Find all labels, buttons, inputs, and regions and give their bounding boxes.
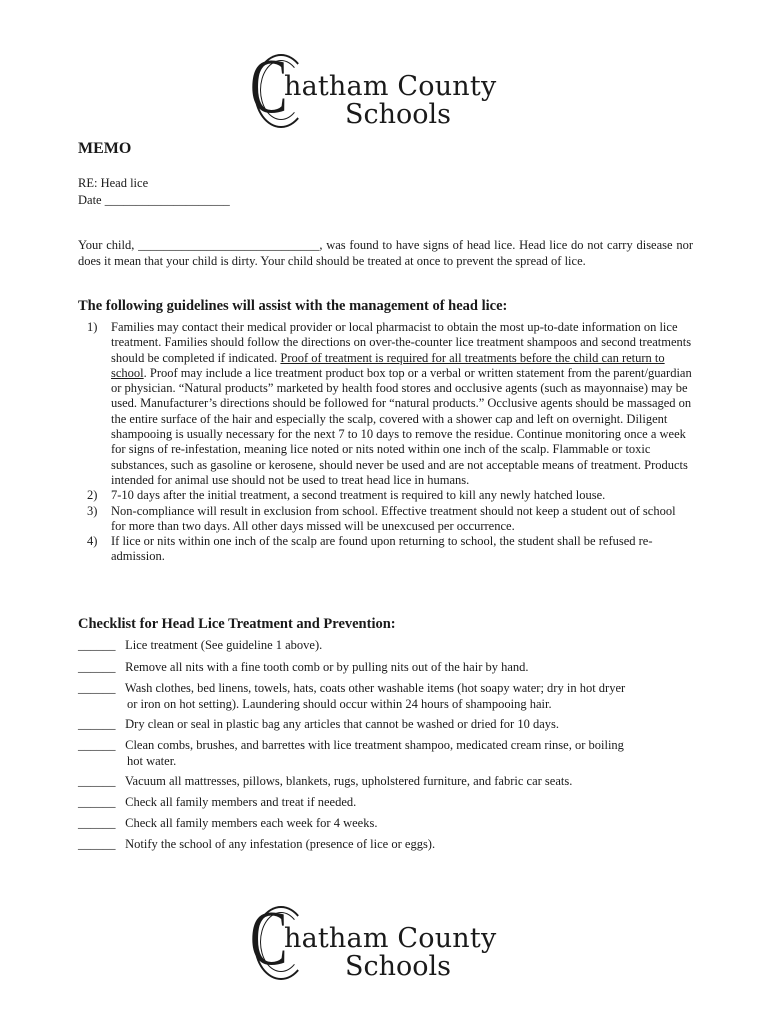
guideline-text-underlined: Proof of treatment is required for all treatments before the child can return to school: [111, 350, 665, 380]
checklist-item: [78, 794, 693, 810]
logo-initial: C: [250, 894, 288, 981]
intro-paragraph: Your child, _____________________________, was found to have signs of head lice. Head lice do not carry disease nor does it mean that your child is dirty. Your child should be treated at once to prevent the spread of lice.: [78, 238, 693, 268]
checklist-item: [78, 815, 693, 831]
guideline-text: 7-10 days after the initial treatment, a second treatment is required to kill any newly hatched louse.: [111, 488, 606, 503]
checklist-blank[interactable]: ______: [78, 816, 116, 830]
checklist-item: [78, 680, 693, 712]
guideline-number: 1): [87, 320, 98, 334]
guideline-number: 3): [87, 503, 98, 518]
checklist-blank[interactable]: ______: [78, 738, 116, 752]
re-line: RE: Head lice: [78, 176, 149, 190]
checklist-item: [78, 637, 693, 653]
checklist-text: Dry clean or seal in plastic bag any articles that cannot be washed or dried for 10 days.: [125, 717, 559, 731]
guideline-text: If lice or nits within one inch of the scalp are found upon returning to school, the student shall be refused re-admission.: [111, 534, 653, 564]
checklist-text: Check all family members each week for 4 weeks.: [125, 816, 378, 830]
checklist-text-continued: or iron on hot setting). Laundering should occur within 24 hours of shampooing hair.: [127, 697, 552, 711]
checklist-blank[interactable]: ______: [78, 795, 116, 809]
memo-header: [78, 175, 693, 209]
logo-line-1: hatham County: [284, 923, 497, 954]
checklist-text-continued: hot water.: [127, 754, 177, 768]
logo-initial: C: [250, 42, 288, 129]
logo-top: [250, 42, 510, 132]
checklist-item: [78, 773, 693, 789]
checklist-blank[interactable]: ______: [78, 837, 116, 851]
checklist-item: [78, 716, 693, 732]
guidelines-heading: The following guidelines will assist with the management of head lice:: [78, 298, 508, 314]
guideline-text: Non-compliance will result in exclusion from school. Effective treatment should not keep a student out of school for more than two days. All other days missed will be unexcused per occurrence.: [111, 503, 676, 533]
date-line: Date ____________________: [78, 193, 230, 207]
logo-bottom: [250, 894, 510, 984]
checklist-text: Check all family members and treat if needed.: [125, 795, 357, 809]
logo-line-1: hatham County: [284, 71, 497, 102]
checklist-item: [78, 836, 693, 852]
guidelines-list: [78, 320, 693, 565]
guideline-item: [78, 320, 693, 488]
guideline-text: Families may contact their medical provider or local pharmacist to obtain the most up-to-date information on lice treatment. Families should follow the directions on over-the-counter lice treatment shampoos and second treatments should be completed if indicated.: [111, 320, 692, 365]
checklist-text: Remove all nits with a fine tooth comb or by pulling nits out of the hair by hand.: [125, 660, 529, 674]
guideline-number: 2): [87, 488, 98, 503]
guideline-item: [78, 504, 693, 535]
logo-line-2: Schools: [345, 951, 452, 982]
guideline-item: [78, 488, 693, 503]
logo-line-2: Schools: [345, 99, 452, 130]
checklist-blank[interactable]: ______: [78, 660, 116, 674]
checklist-blank[interactable]: ______: [78, 717, 116, 731]
checklist-item: [78, 737, 693, 769]
memo-title: MEMO: [78, 140, 132, 157]
checklist-blank[interactable]: ______: [78, 638, 116, 652]
checklist-item: [78, 659, 693, 675]
checklist-text: Lice treatment (See guideline 1 above).: [125, 638, 323, 652]
guideline-text: . Proof may include a lice treatment product box top or a verbal or written statement from the parent/guardian or physician. “Natural products” marketed by health food stores and occlusive agents (such as mayonnaise) may be used. Manufacturer’s directions should be followed for “natural products.” Occlusive agents should be massaged on the entire surface of the hair and especially the scalp, covered with a shower cap and left on overnight. Diligent shampooing is usually necessary for the next 7 to 10 days to remove the residue. Continue monitoring once a week for signs of re-infestation, meaning lice noted or nits noted within one inch of the scalp. Flammable or toxic substances, such as gasoline or kerosene, should never be used and are not acceptable means of treatment. Products intended for animal use should not be used to treat head lice in humans.: [111, 365, 692, 487]
checklist-text: Wash clothes, bed linens, towels, hats, coats other washable items (hot soapy water; dry in hot dryer: [124, 681, 626, 695]
guideline-number: 4): [87, 534, 98, 549]
checklist-text: Vacuum all mattresses, pillows, blankets, rugs, upholstered furniture, and fabric car seats.: [124, 774, 573, 788]
checklist-heading: Checklist for Head Lice Treatment and Prevention:: [78, 616, 396, 632]
checklist-text: Notify the school of any infestation (presence of lice or eggs).: [125, 837, 436, 851]
checklist-blank[interactable]: ______: [78, 774, 116, 788]
checklist-text: Clean combs, brushes, and barrettes with lice treatment shampoo, medicated cream rinse, or boiling: [125, 738, 624, 752]
checklist-blank[interactable]: ______: [78, 681, 116, 695]
guideline-item: [78, 534, 693, 565]
